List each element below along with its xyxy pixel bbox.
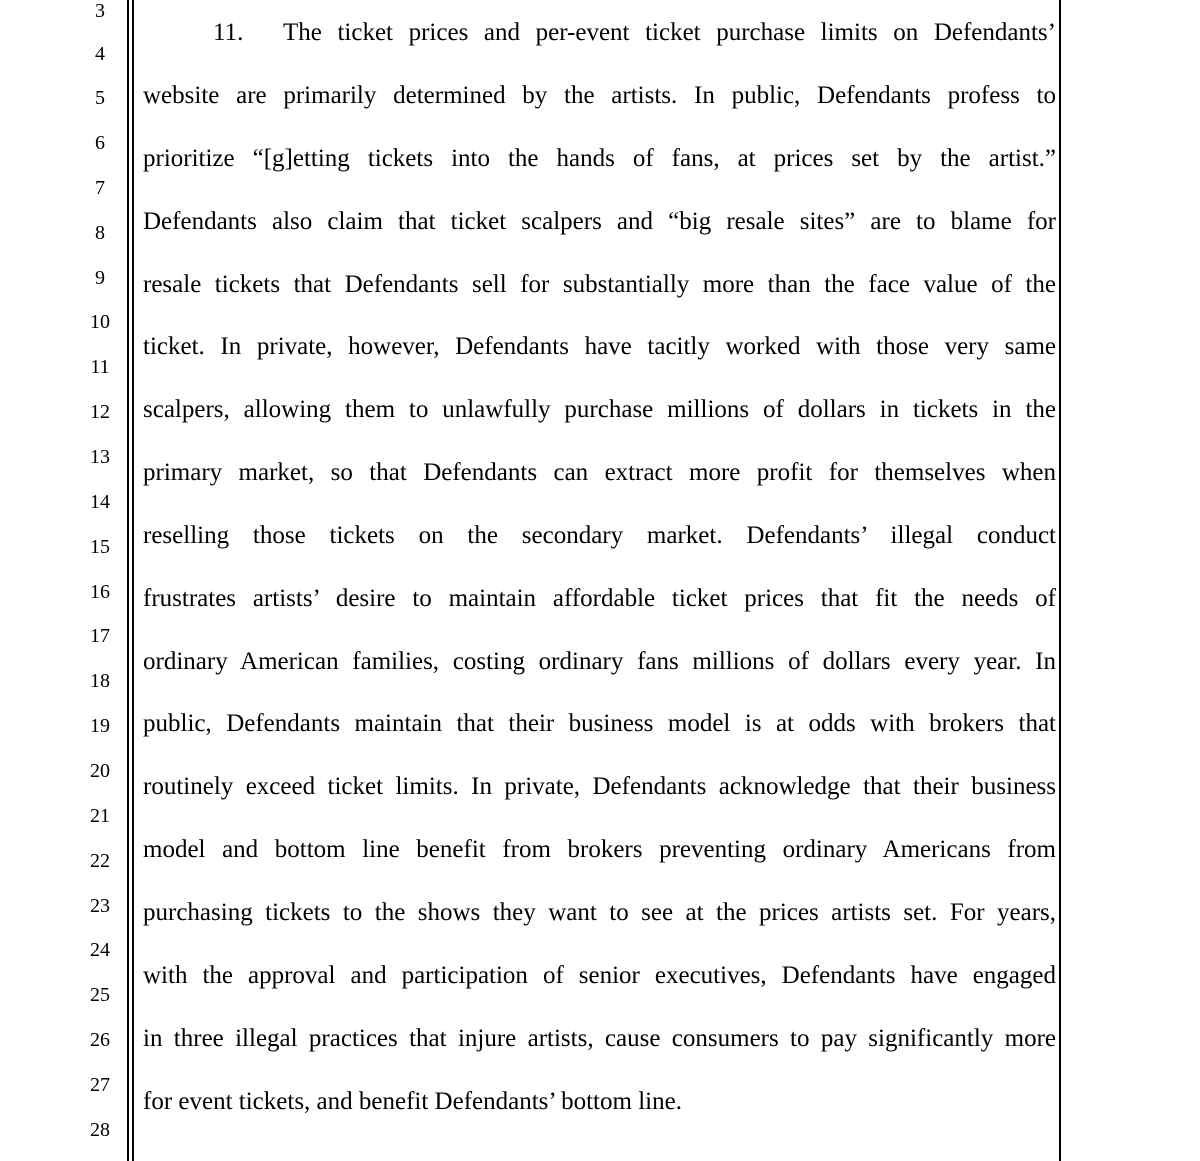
line-number: 12 (90, 401, 110, 423)
text-line: reselling those tickets on the secondary market. Defendants’ illegal conduct (143, 522, 1056, 549)
line-number: 5 (95, 87, 105, 109)
text-line: ordinary American families, costing ordinary fans millions of dollars every year. In (143, 648, 1056, 675)
line-number: 15 (90, 536, 110, 558)
line-number: 6 (95, 132, 105, 154)
right-margin-rule (1059, 0, 1061, 1161)
text-line: frustrates artists’ desire to maintain affordable ticket prices that fit the needs of (143, 585, 1056, 612)
left-margin-rule-inner (132, 0, 134, 1161)
line-number: 22 (90, 850, 110, 872)
text-line: prioritize “[g]etting tickets into the hands of fans, at prices set by the artist.” (143, 145, 1056, 172)
line-number: 16 (90, 581, 110, 603)
line-number: 28 (90, 1119, 110, 1141)
text-line: public, Defendants maintain that their business model is at odds with brokers that (143, 710, 1056, 737)
line-number: 18 (90, 670, 110, 692)
text-line: with the approval and participation of senior executives, Defendants have engaged (143, 962, 1056, 989)
text-line: in three illegal practices that injure artists, cause consumers to pay significantly more (143, 1025, 1056, 1052)
left-margin-rule-outer (127, 0, 129, 1161)
line-number: 10 (90, 311, 110, 333)
line-number: 9 (95, 267, 105, 289)
text-line: website are primarily determined by the artists. In public, Defendants profess to (143, 82, 1056, 109)
text-line: routinely exceed ticket limits. In private, Defendants acknowledge that their business (143, 773, 1056, 800)
line-number: 3 (95, 0, 105, 22)
text-line-content: The ticket prices and per-event ticket purchase limits on Defendants’ (283, 19, 1056, 46)
line-number: 23 (90, 895, 110, 917)
line-number: 7 (95, 177, 105, 199)
line-number: 21 (90, 805, 110, 827)
paragraph-number: 11. (213, 19, 244, 46)
text-line-first (213, 18, 1056, 48)
text-line-last: for event tickets, and benefit Defendants’ bottom line. (143, 1088, 682, 1115)
line-number: 25 (90, 984, 110, 1006)
line-number: 8 (95, 222, 105, 244)
text-line: ticket. In private, however, Defendants have tacitly worked with those very same (143, 333, 1056, 360)
line-number: 27 (90, 1074, 110, 1096)
line-number: 11 (90, 356, 110, 378)
line-number: 20 (90, 760, 110, 782)
text-line: model and bottom line benefit from brokers preventing ordinary Americans from (143, 836, 1056, 863)
text-line: purchasing tickets to the shows they want to see at the prices artists set. For years, (143, 899, 1056, 926)
text-line: primary market, so that Defendants can extract more profit for themselves when (143, 459, 1056, 486)
line-number: 26 (90, 1029, 110, 1051)
line-number: 13 (90, 446, 110, 468)
text-line: Defendants also claim that ticket scalpers and “big resale sites” are to blame for (143, 208, 1056, 235)
line-number: 24 (90, 939, 110, 961)
line-number: 14 (90, 491, 110, 513)
line-number: 17 (90, 625, 110, 647)
text-line: scalpers, allowing them to unlawfully purchase millions of dollars in tickets in the (143, 396, 1056, 423)
line-number: 19 (90, 715, 110, 737)
line-number: 4 (95, 43, 105, 65)
text-line: resale tickets that Defendants sell for substantially more than the face value of the (143, 271, 1056, 298)
